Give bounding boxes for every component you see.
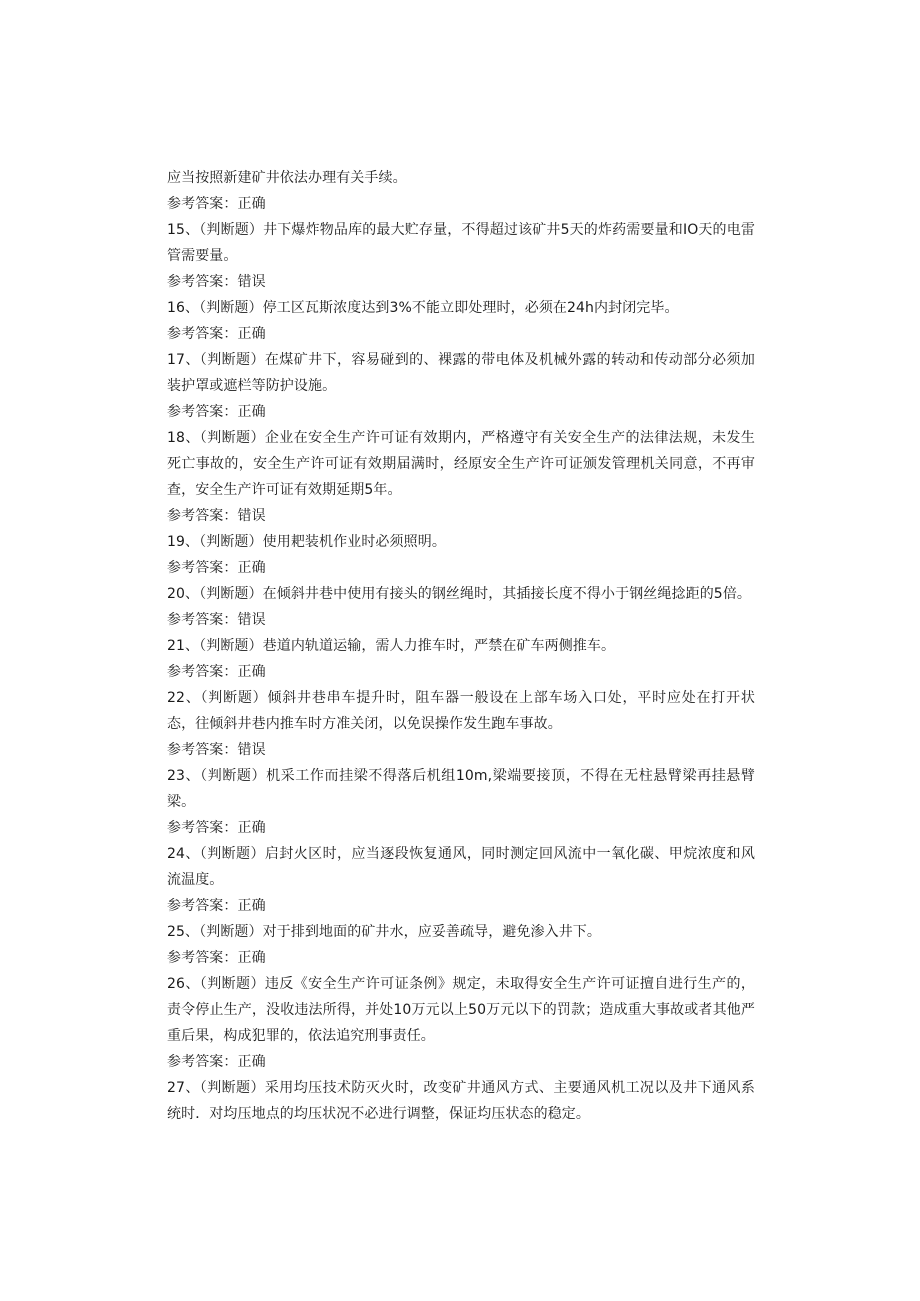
answer-17: 参考答案：正确 bbox=[167, 404, 266, 420]
question-27: 27、（判断题）采用均压技术防灭火时，改变矿井通风方式、主要通风机工况以及井下通风系统时．对均压地点的均压状况不必进行调整，保证均压状态的稳定。 bbox=[167, 1080, 755, 1122]
question-21: 21、（判断题）巷道内轨道运输，需人力推车时，严禁在矿车两侧推车。 bbox=[167, 638, 616, 654]
answer-19: 参考答案：正确 bbox=[167, 560, 266, 576]
question-17: 17、（判断题）在煤矿井下，容易碰到的、裸露的带电体及机械外露的转动和传动部分必须加装护罩或遮栏等防护设施。 bbox=[167, 352, 755, 394]
answer-15: 参考答案：错误 bbox=[167, 274, 266, 290]
question-18: 18、（判断题）企业在安全生产许可证有效期内，严格遵守有关安全生产的法律法规，未发生死亡事故的，安全生产许可证有效期届满时，经原安全生产许可证颁发管理机关同意，不再审查，安全生产许可证有效期延期5年。 bbox=[167, 430, 755, 498]
question-23: 23、（判断题）机采工作而挂梁不得落后机组10m,梁端要接顶，不得在无柱悬臂梁再挂悬臂梁。 bbox=[167, 768, 755, 810]
answer-23: 参考答案：正确 bbox=[167, 820, 266, 836]
answer-21: 参考答案：正确 bbox=[167, 664, 266, 680]
answer-20: 参考答案：错误 bbox=[167, 612, 266, 628]
question-22: 22、（判断题）倾斜井巷串车提升时，阻车器一般设在上部车场入口处，平时应处在打开状态，往倾斜井巷内推车时方准关闭，以免误操作发生跑车事故。 bbox=[167, 690, 755, 732]
answer-24: 参考答案：正确 bbox=[167, 898, 266, 914]
answer-14: 参考答案：正确 bbox=[167, 196, 266, 212]
question-15: 15、（判断题）井下爆炸物品库的最大贮存量，不得超过该矿井5天的炸药需要量和IO天的电雷管需要量。 bbox=[167, 222, 755, 264]
question-list bbox=[167, 165, 755, 1127]
question-20: 20、（判断题）在倾斜井巷中使用有接头的钢丝绳时，其插接长度不得小于钢丝绳捻距的5倍。 bbox=[167, 586, 752, 602]
answer-16: 参考答案：正确 bbox=[167, 326, 266, 342]
answer-18: 参考答案：错误 bbox=[167, 508, 266, 524]
answer-26: 参考答案：正确 bbox=[167, 1054, 266, 1070]
question-16: 16、（判断题）停工区瓦斯浓度达到3%不能立即处理时，必须在24h内封闭完毕。 bbox=[167, 300, 679, 316]
question-24: 24、（判断题）启封火区时，应当逐段恢复通风，同时测定回风流中一氧化碳、甲烷浓度和风流温度。 bbox=[167, 846, 755, 888]
question-19: 19、（判断题）使用耙装机作业时必须照明。 bbox=[167, 534, 446, 550]
answer-22: 参考答案：错误 bbox=[167, 742, 266, 758]
answer-25: 参考答案：正确 bbox=[167, 950, 266, 966]
continuation-text: 应当按照新建矿井依法办理有关手续。 bbox=[167, 170, 407, 186]
question-26: 26、（判断题）违反《安全生产许可证条例》规定，未取得安全生产许可证擅自进行生产的，责令停止生产，没收违法所得，并处10万元以上50万元以下的罚款；造成重大事故或者其他严重后果，构成犯罪的，依法追究刑事责任。 bbox=[167, 976, 755, 1044]
question-25: 25、（判断题）对于排到地面的矿井水，应妥善疏导，避免渗入井下。 bbox=[167, 924, 602, 940]
